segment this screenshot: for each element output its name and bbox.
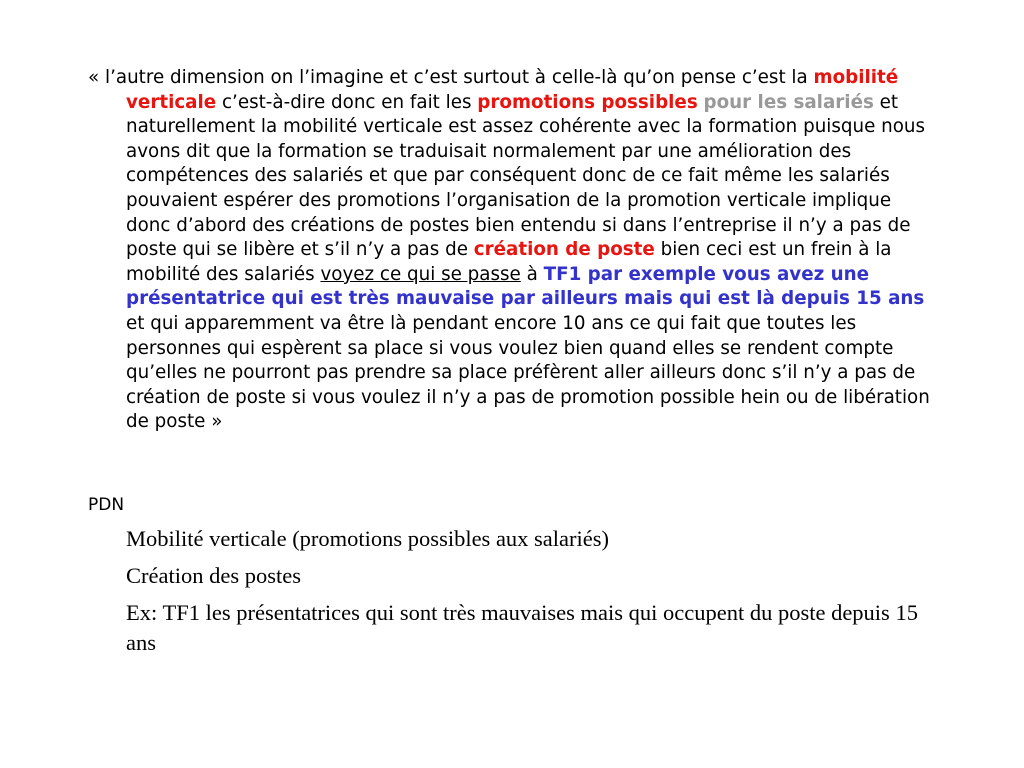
quote-text: et qui apparemment va être là pendant encore 10 ans ce qui fait que toutes les personnes qui espèrent sa place si vous voulez bien quand elles se rendent compte qu’elles ne pourront pas prendre sa place préfèrent aller ailleurs donc s’il n’y a pas de création de poste si vous voulez il n’y a pas de promotion possible hein ou de libération de poste » bbox=[126, 312, 930, 433]
pdn-label: PDN bbox=[88, 495, 125, 515]
underlined-voyez-ce-qui-se-passe: voyez ce qui se passe bbox=[320, 263, 521, 285]
quote-text: et naturellement la mobilité verticale est assez cohérente avec la formation puisque nous avons dit que la formation se traduisait normalement par une amélioration des compétences des salariés et que par conséquent donc de ce fait même les salariés pouvaient espérer des promotions l’organisation de la promotion verticale implique donc d’abord des créations de postes bien entendu si dans l’entreprise il n’y a pas de poste qui se libère et s’il n’y a pas de bbox=[126, 91, 926, 261]
highlight-tf1-example: TF1 par exemple vous avez une présentatrice qui est très mauvaise par ailleurs mais qui est là depuis 15 ans bbox=[126, 263, 925, 310]
quote-text: c’est-à-dire donc en fait les bbox=[216, 91, 478, 113]
quote-text: bien ceci est un frein à la mobilité des salariés bbox=[126, 239, 892, 285]
note-item: Mobilité verticale (promotions possibles aux salariés) bbox=[126, 526, 610, 551]
transcript-quote bbox=[88, 66, 930, 435]
highlight-promotions-possibles: promotions possibles bbox=[477, 91, 698, 113]
quote-text: « l’autre dimension on l’imagine et c’est surtout à celle-là qu’on pense c’est la bbox=[88, 67, 814, 88]
quote-text: à bbox=[520, 263, 544, 285]
notes-list bbox=[126, 524, 926, 665]
note-item: Création des postes bbox=[126, 563, 301, 588]
note-item: Ex: TF1 les présentatrices qui sont très mauvaises mais qui occupent du poste depuis 15 ans bbox=[126, 600, 918, 655]
highlight-mobilite-verticale: mobilité verticale bbox=[126, 67, 899, 113]
highlight-creation-de-poste: création de poste bbox=[473, 239, 655, 261]
highlight-pour-les-salaries: pour les salariés bbox=[703, 91, 874, 113]
